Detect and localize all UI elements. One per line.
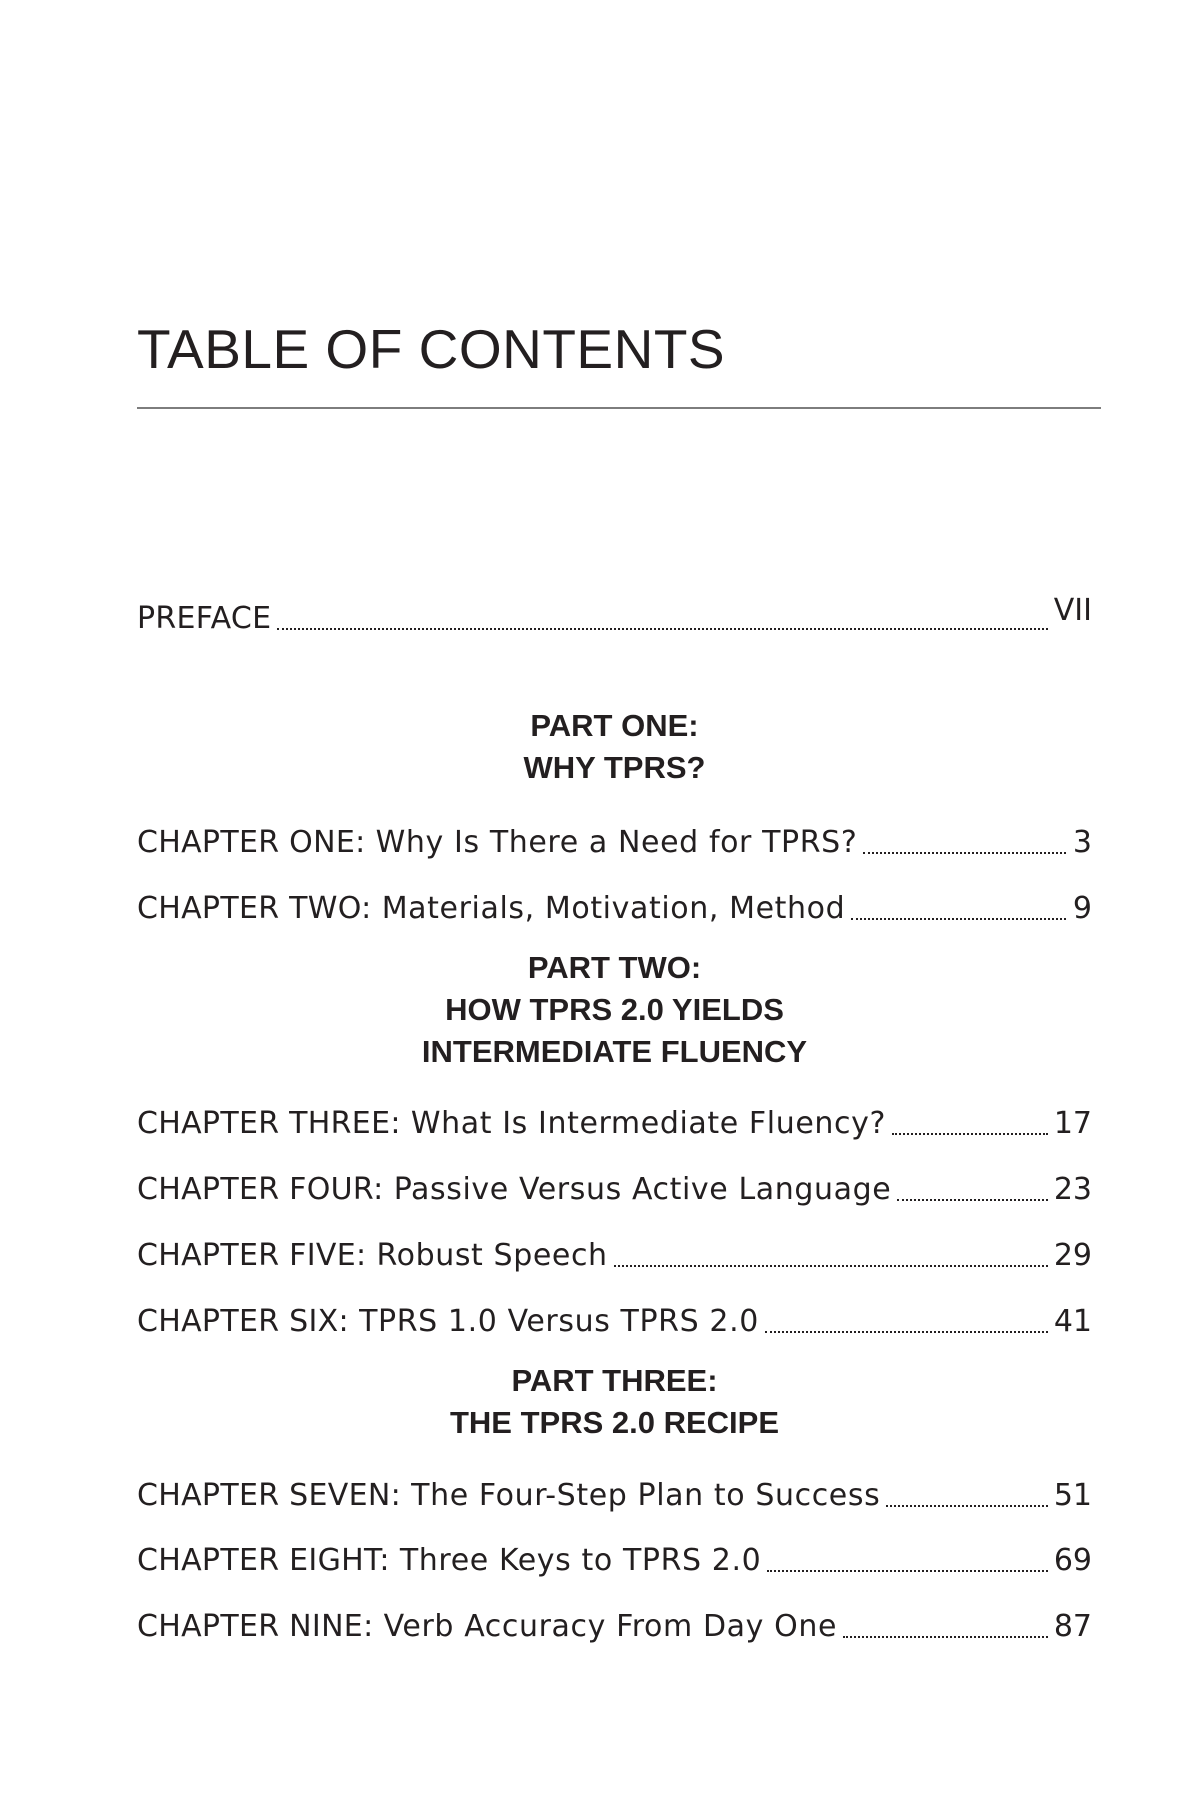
toc-entry-chapter[interactable] xyxy=(137,1532,1092,1576)
entry-page-number: 69 xyxy=(1053,1543,1092,1578)
title-divider xyxy=(137,407,1101,409)
entry-subtitle: Why Is There a Need for TPRS? xyxy=(375,825,858,860)
toc-entry-chapter[interactable] xyxy=(137,1467,1092,1511)
entry-subtitle: Verb Accuracy From Day One xyxy=(383,1609,838,1644)
toc-entry-chapter[interactable] xyxy=(137,1293,1092,1337)
entry-subtitle: Passive Versus Active Language xyxy=(393,1172,892,1207)
entry-label: CHAPTER NINE: xyxy=(137,1609,374,1644)
part-heading xyxy=(137,947,1092,1073)
entry-subtitle: What Is Intermediate Fluency? xyxy=(410,1106,886,1141)
entry-subtitle: Materials, Motivation, Method xyxy=(381,891,846,926)
entry-subtitle: Three Keys to TPRS 2.0 xyxy=(399,1543,762,1578)
dot-leader xyxy=(767,1570,1048,1572)
entry-label: CHAPTER TWO: xyxy=(137,891,372,926)
page-title: TABLE OF CONTENTS xyxy=(137,318,726,380)
part-heading-line: PART THREE: xyxy=(511,1363,718,1398)
part-heading-line: THE TPRS 2.0 RECIPE xyxy=(449,1405,780,1440)
entry-label: PREFACE xyxy=(137,601,272,636)
part-heading xyxy=(137,1360,1092,1444)
entry-subtitle: Robust Speech xyxy=(376,1238,608,1273)
part-heading-line: PART TWO: xyxy=(527,950,702,985)
toc-entry-chapter[interactable] xyxy=(137,814,1092,858)
part-heading-line: PART ONE: xyxy=(530,708,699,743)
entry-label: CHAPTER ONE: xyxy=(137,825,366,860)
part-heading-line: WHY TPRS? xyxy=(523,750,706,785)
toc-entry-chapter[interactable] xyxy=(137,1598,1092,1642)
toc-entry-chapter[interactable] xyxy=(137,880,1092,924)
dot-leader xyxy=(277,628,1047,630)
entry-page-number: 3 xyxy=(1072,825,1092,860)
entry-page-number: 51 xyxy=(1053,1478,1092,1513)
entry-page-number: 29 xyxy=(1053,1238,1092,1273)
entry-page-number: 9 xyxy=(1072,891,1092,926)
entry-subtitle: The Four-Step Plan to Success xyxy=(411,1478,881,1513)
toc-entry-chapter[interactable] xyxy=(137,1161,1092,1205)
entry-page-number: 17 xyxy=(1053,1106,1092,1141)
entry-label: CHAPTER FIVE: xyxy=(137,1238,367,1273)
entry-page-number: 87 xyxy=(1053,1609,1092,1644)
dot-leader xyxy=(843,1636,1048,1638)
entry-label: CHAPTER SEVEN: xyxy=(137,1478,402,1513)
toc-entry-preface[interactable] xyxy=(137,590,1092,634)
dot-leader xyxy=(892,1133,1048,1135)
dot-leader xyxy=(851,918,1066,920)
entry-page-number: 41 xyxy=(1053,1304,1092,1339)
dot-leader xyxy=(614,1265,1048,1267)
toc-entry-chapter[interactable] xyxy=(137,1227,1092,1271)
entry-page-number: 23 xyxy=(1053,1172,1092,1207)
entry-page-number: VII xyxy=(1053,593,1092,628)
entry-label: CHAPTER FOUR: xyxy=(137,1172,384,1207)
dot-leader xyxy=(765,1331,1048,1333)
part-heading-line: INTERMEDIATE FLUENCY xyxy=(421,1034,808,1069)
entry-subtitle: TPRS 1.0 Versus TPRS 2.0 xyxy=(359,1304,759,1339)
dot-leader xyxy=(897,1199,1047,1201)
dot-leader xyxy=(863,852,1066,854)
entry-label: CHAPTER EIGHT: xyxy=(137,1543,390,1578)
entry-label: CHAPTER SIX: xyxy=(137,1304,349,1339)
toc-entry-chapter[interactable] xyxy=(137,1095,1092,1139)
part-heading xyxy=(137,705,1092,789)
entry-label: CHAPTER THREE: xyxy=(137,1106,401,1141)
dot-leader xyxy=(886,1505,1048,1507)
part-heading-line: HOW TPRS 2.0 YIELDS xyxy=(445,992,784,1027)
